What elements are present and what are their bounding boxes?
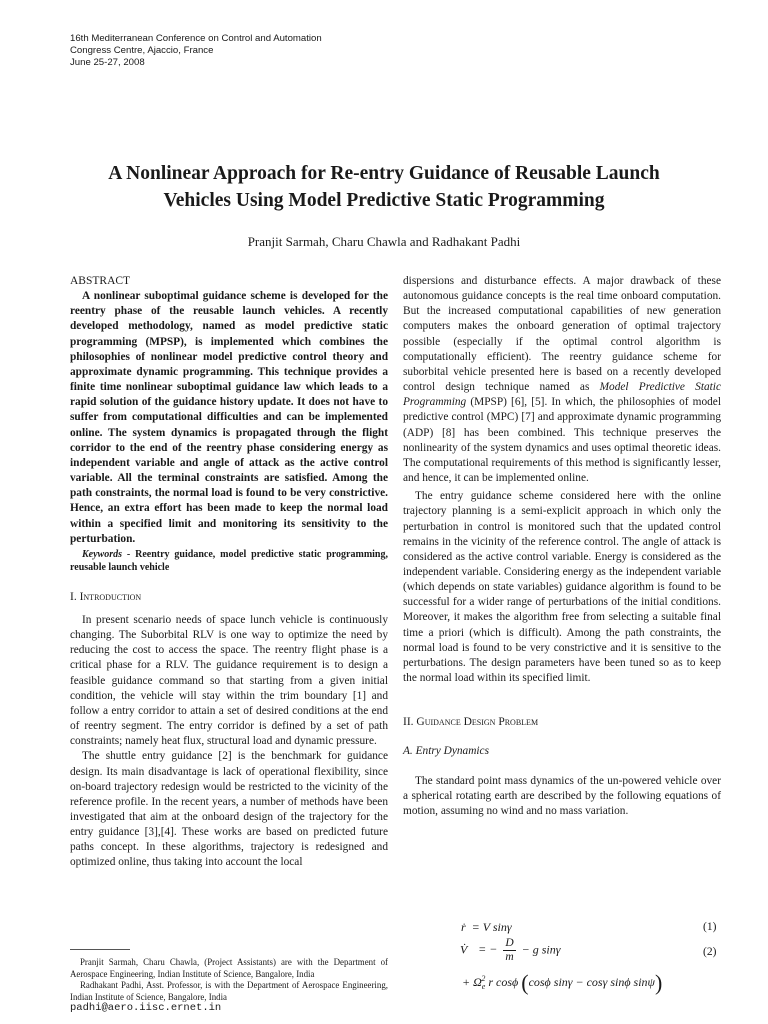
eq3-prefix: + Ω — [462, 974, 482, 989]
footnote-email[interactable]: padhi@aero.iisc.ernet.in — [70, 1002, 222, 1014]
right-paren: ) — [655, 970, 663, 995]
paper-title — [40, 160, 728, 214]
mpsp-term: Model Predictive Static Programming — [403, 381, 721, 409]
footnote-rule — [70, 949, 130, 950]
equation-2-continued — [462, 970, 662, 996]
eq3-cos-term: r cosϕ — [488, 974, 519, 989]
eq2-numerator: D — [505, 937, 514, 949]
left-paren: ( — [521, 970, 529, 995]
keywords-label: Keywords — [82, 548, 122, 560]
footnote — [70, 957, 388, 1015]
eq2-tail: − g sinγ — [521, 942, 561, 957]
eq1-lhs: ṙ — [461, 920, 466, 934]
author-list: Pranjit Sarmah, Charu Chawla and Radhakant Padhi — [247, 234, 521, 249]
entry-dynamics-paragraph: The standard point mass dynamics of the un-powered vehicle over a spherical rotating earth are described by the following equations of motion, assuming no wind and no mass variation. — [403, 774, 721, 817]
right-paragraph-2: The entry guidance scheme considered here with the online trajectory planning is a semi-explicit approach in which only the perturbation in control is monitored such that the updated control remains in the vicinity of the reference control. The angle of attack is considered as the active control variable. Energy is considered as the independent variable. Considering energy as the independent variable (which depends on state variables) guidance algorithm is found to be successful for a wider range of perturbations of the initial conditions. Moreover, it makes the algorithm free from selecting a suitable final time a priori (which is difficult). Among the path constraints, the normal load is found to be very constrictive and it is sensitive to the perturbations. The design parameters have been tuned so as to keep the normal load within its specified limit. — [403, 490, 721, 685]
right-p1-text: dispersions and disturbance effects. A major drawback of these autonomous guidance concepts is the real time onboard computation. But the increased computational capabilities of new generation computers makes the onboard generation of optimal trajectory possible (especially if the optimal control algorithm is computationally efficient). The reentry guidance scheme for suborbital vehicle presented here is based on a recently developed control design technique named as — [403, 275, 721, 394]
intro-paragraph-2: The shuttle entry guidance [2] is the benchmark for guidance design. Its main disadvantage is lack of operational flexibility, since on-board trajectory redesign would be restricted to the vicinity of the reference profile. In the recent years, a number of methods have been investigated that aim at the onboard design of the trajectory for the entry guidance [3],[4]. These works are based on predicted future paths concept. In these algorithms, trajectory is redesigned and optimized online, thus taking into account the local — [70, 750, 388, 869]
equation-2 — [460, 937, 560, 964]
eq2-lhs: V̇ — [460, 942, 468, 957]
conference-venue: Congress Centre, Ajaccio, France — [70, 45, 214, 56]
abstract-text: A nonlinear suboptimal guidance scheme is developed for the reentry phase of the reusable launch vehicles. A recently developed methodology, named as model predictive static programming (MPSP), is implemented which combines the philosophies of nonlinear model predictive control theory and approximate dynamic programming. This technique provides a finite time nonlinear suboptimal guidance law which leads to a rapid solution of the guidance history update. It does not have to suffer from computational difficulties and can be implemented online. The system dynamics is propagated through the flight corridor to the end of the reentry phase considering energy as independent variable and angle of attack as the active control variable. All the terminal constraints are satisfied. Among the path constraints, the normal load is found to be very constrictive. Hence, an extra effort has been made to keep the normal load within a specified limit and monitoring its sensitivity to the perturbation. — [70, 290, 388, 545]
equation-2-number: (2) — [703, 946, 717, 958]
keywords — [70, 548, 388, 575]
eq3-subscript: e — [481, 982, 486, 992]
footnote-affiliation-2: Radhakant Padhi, Asst. Professor, is with the Department of Aerospace Engineering, Indian Institute of Science, Bangalore, India — [70, 980, 388, 1002]
footnote-affiliation-1: Pranjit Sarmah, Charu Chawla, (Project Assistants) are with the Department of Aerospace Engineering, Indian Institute of Science, Bangalore, India — [70, 957, 388, 979]
subsection-a-heading: A. Entry Dynamics — [403, 745, 490, 758]
keywords-text: - Reentry guidance, model predictive static programming, reusable launch vehicle — [70, 548, 388, 574]
left-column — [70, 274, 388, 871]
section-2-heading: II. Guidance Design Problem — [403, 716, 539, 729]
right-paragraph-1 — [403, 274, 721, 486]
equation-1 — [461, 920, 512, 935]
section-1-heading: I. Introduction — [70, 590, 142, 603]
eq2-mid: = − — [478, 942, 498, 957]
eq1-rhs: = V sinγ — [471, 920, 512, 934]
eq2-denominator: m — [505, 951, 514, 963]
eq3-superscript: 2 — [481, 973, 486, 983]
equation-1-number: (1) — [703, 921, 717, 933]
intro-paragraph-1: In present scenario needs of space lunch vehicle is continuously changing. The Suborbital RLV is one way to optimize the need by reducing the cost to access the space. The reentry flight phase is a critical phase for a RLV. The guidance requirement is to design a feasible guidance command so that starting from a given initial condition, the vehicle will stay within the trim boundary [1] and follow a entry corridor to attain a set of desired conditions at the end of reentry segment. The entry corridor is defined by a set of path constraints; namely heat flux, structural load and dynamic pressure. — [70, 613, 388, 748]
conference-name: 16th Mediterranean Conference on Control and Automation — [70, 33, 322, 44]
title-line-2: Vehicles Using Model Predictive Static Programming — [163, 190, 605, 211]
conference-header — [70, 33, 322, 69]
conference-dates: June 25-27, 2008 — [70, 57, 145, 68]
eq3-inner: cosϕ sinγ − cosγ sinϕ sinψ — [528, 974, 655, 989]
right-p1-rest: (MPSP) [6], [5]. In which, the philosophies of model predictive control (MPC) [7] and approximate dynamic programming (ADP) [8] has been combined. This technique preserves the nonlinearity of the system dynamics and uses optimal theoretic ideas. The computational requirements of this method is significantly lesser, and hence, it can be implemented online. — [403, 396, 721, 485]
right-column — [403, 274, 721, 819]
title-line-1: A Nonlinear Approach for Re-entry Guidance of Reusable Launch — [108, 163, 660, 184]
abstract-heading: ABSTRACT — [70, 275, 131, 287]
eq2-fraction — [503, 937, 515, 964]
